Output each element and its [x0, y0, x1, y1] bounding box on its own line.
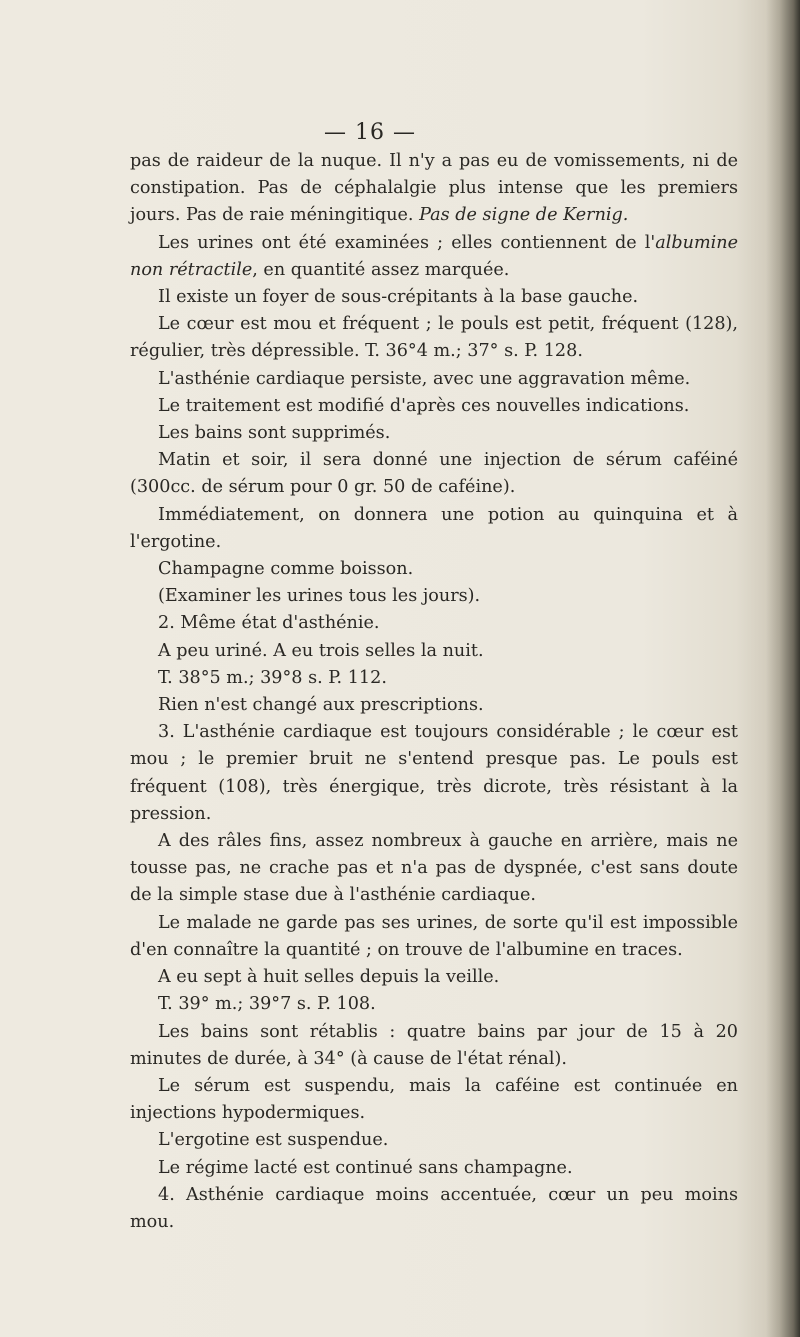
- paragraph: Rien n'est changé aux prescriptions.: [158, 695, 484, 716]
- body-text: [130, 148, 738, 1236]
- paragraph: Matin et soir, il sera donné une injection de sérum caféiné (300cc. de sérum pour 0 gr. 50 de caféine).: [130, 450, 738, 498]
- book-spine-shadow: [766, 0, 800, 1337]
- paragraph: Immédiatement, on donnera une potion au quinquina et à l'ergotine.: [130, 504, 738, 552]
- paragraph: 3. L'asthénie cardiaque est toujours considérable ; le cœur est mou ; le premier bruit ne s'entend presque pas. Le pouls est fréquent (108), très énergique, très dicrote, très résistant à la pression.: [130, 722, 738, 824]
- page-number: — 16 —: [324, 120, 416, 145]
- paragraph-text: pas de raideur de la nuque. Il n'y a pas eu de vomissements, ni de constipation. Pas de céphalalgie plus intense que les premiers jours. Pas de raie méningitique.: [130, 151, 738, 226]
- paragraph: Le sérum est suspendu, mais la caféine est continuée en injections hypodermiques.: [130, 1075, 738, 1124]
- paragraph: A peu uriné. A eu trois selles la nuit.: [158, 640, 484, 661]
- paragraph: L'ergotine est suspendue.: [158, 1130, 389, 1151]
- paragraph: 4. Asthénie cardiaque moins accentuée, cœur un peu moins mou.: [130, 1184, 738, 1232]
- paragraph: [130, 148, 738, 230]
- paragraph: T. 38°5 m.; 39°8 s. P. 112.: [158, 667, 387, 688]
- paragraph-text: Les urines ont été examinées ; elles contiennent de l': [158, 232, 656, 253]
- paragraph: Les bains sont supprimés.: [158, 423, 391, 444]
- paragraph: A des râles fins, assez nombreux à gauche en arrière, mais ne tousse pas, ne crache pas et n'a pas de dyspnée, c'est sans doute de la simple stase due à l'asthénie cardiaque.: [130, 831, 738, 906]
- paragraph: Champagne comme boisson.: [158, 559, 414, 580]
- paragraph: Les bains sont rétablis : quatre bains par jour de 15 à 20 minutes de durée, à 34° (à cause de l'état rénal).: [130, 1021, 738, 1069]
- paragraph: 2. Même état d'asthénie.: [158, 613, 380, 634]
- paragraph: Il existe un foyer de sous-crépitants à la base gauche.: [158, 287, 639, 308]
- paragraph: Le traitement est modifié d'après ces nouvelles indications.: [158, 395, 690, 416]
- paragraph: [130, 230, 738, 284]
- paragraph: A eu sept à huit selles depuis la veille.: [158, 967, 500, 988]
- paragraph-italic: Pas de signe de Kernig.: [419, 205, 629, 226]
- paragraph: Le régime lacté est continué sans champagne.: [158, 1157, 573, 1178]
- paragraph: Le malade ne garde pas ses urines, de sorte qu'il est impossible d'en connaître la quantité ; on trouve de l'albumine en traces.: [130, 912, 738, 960]
- paragraph: L'asthénie cardiaque persiste, avec une aggravation même.: [158, 368, 691, 389]
- paragraph: T. 39° m.; 39°7 s. P. 108.: [158, 994, 376, 1015]
- paragraph-italic: albumine non rétractile: [130, 232, 738, 280]
- paragraph: Le cœur est mou et fréquent ; le pouls est petit, fréquent (128), régulier, très dépressible. T. 36°4 m.; 37° s. P. 128.: [130, 314, 738, 362]
- paragraph-text: , en quantité assez marquée.: [252, 259, 510, 280]
- paragraph: (Examiner les urines tous les jours).: [158, 586, 481, 607]
